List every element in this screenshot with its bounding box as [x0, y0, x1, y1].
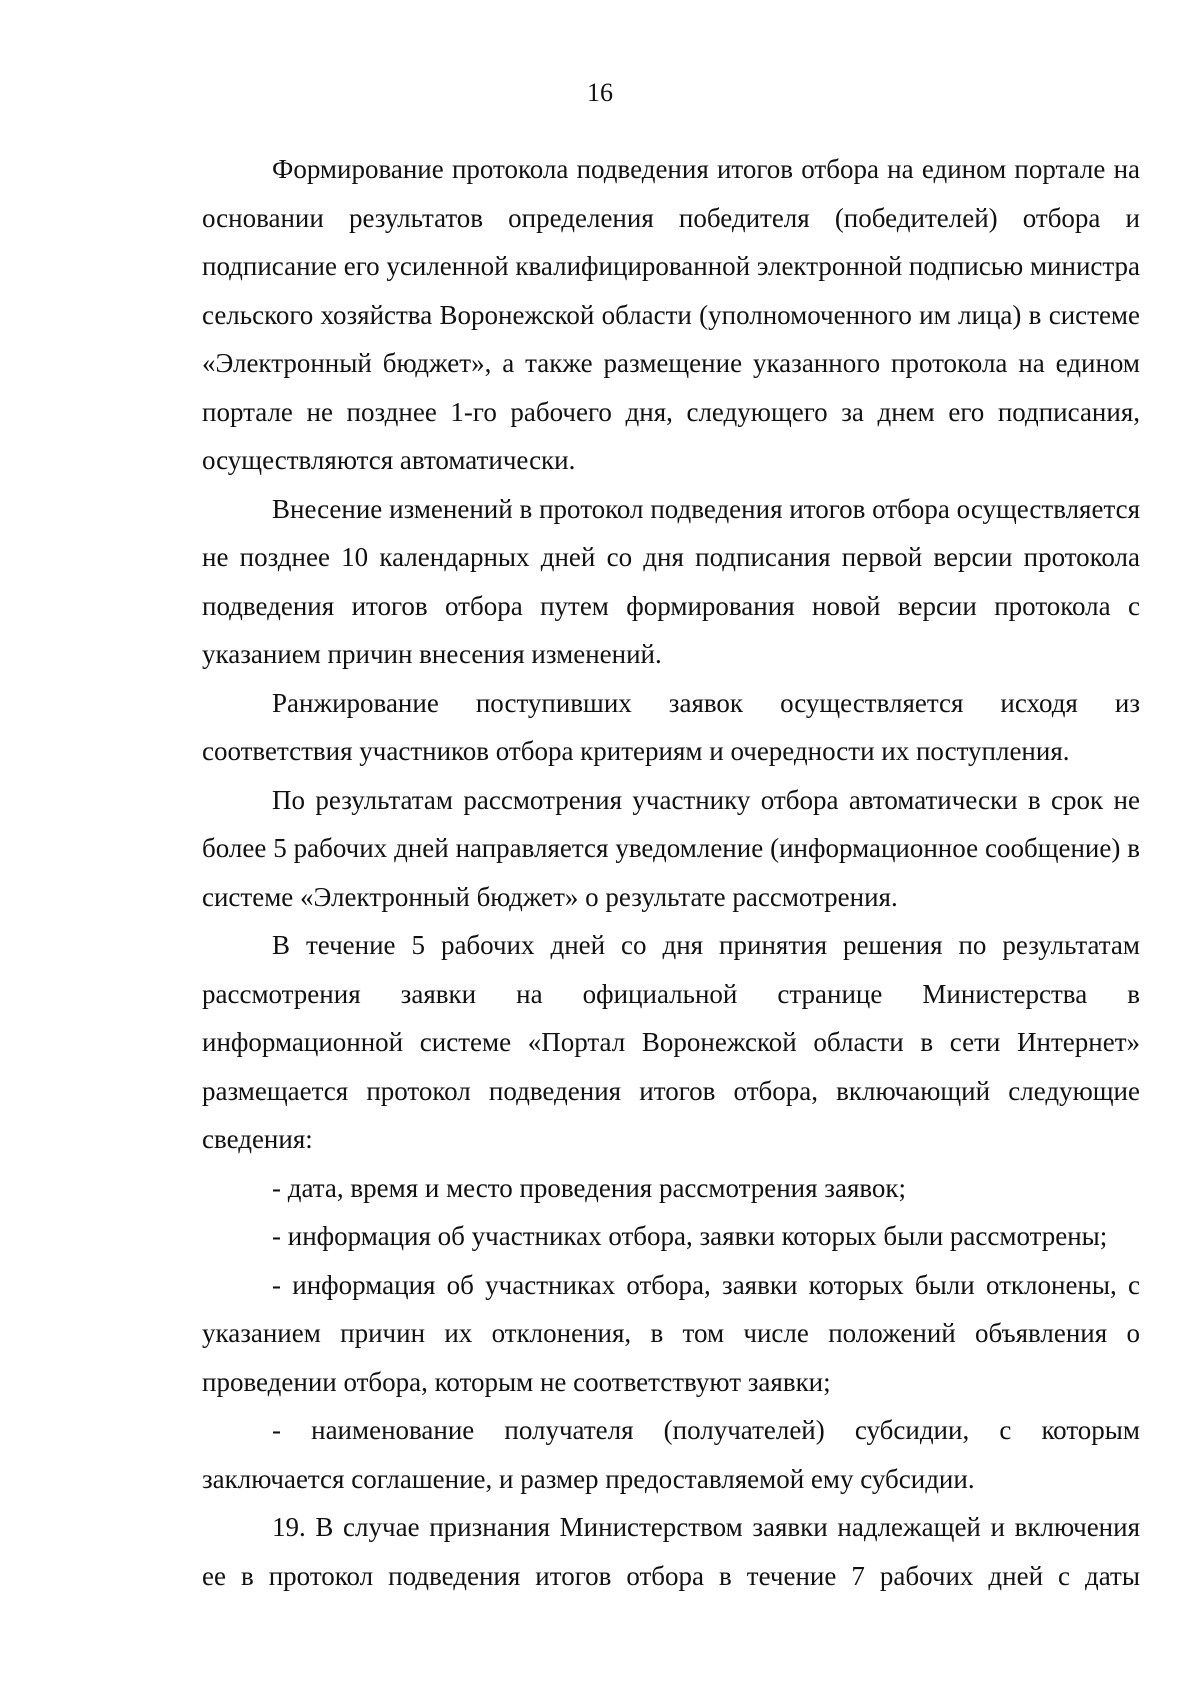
paragraph: В течение 5 рабочих дней со дня принятия решения по результатам рассмотрения заявки на официальной странице Министерства в информационной системе «Портал Воронежской области в сети Интернет» размещается протокол подведения итогов отбора, включающий следующие сведения:	[202, 930, 1140, 1154]
page-number: 16	[587, 78, 613, 107]
paragraph: Ранжирование поступивших заявок осуществляется исходя из соответствия участников отбора критериям и очередности их поступления.	[202, 687, 1140, 766]
document-body	[202, 145, 1140, 1600]
list-item: - информация об участниках отбора, заявки которых были отклонены, с указанием причин их отклонения, в том числе положений объявления о проведении отбора, которым не соответствуют заявки;	[202, 1269, 1140, 1397]
list-item: - наименование получателя (получателей) субсидии, с которым заключается соглашение, и размер предоставляемой ему субсидии.	[202, 1415, 1140, 1494]
paragraph: Формирование протокола подведения итогов отбора на едином портале на основании результатов определения победителя (победителей) отбора и подписание его усиленной квалифицированной электронной подписью министра сельского хозяйства Воронежской области (уполномоченного им лица) в системе «Электронный бюджет», а также размещение указанного протокола на едином портале не позднее 1-го рабочего дня, следующего за днем его подписания, осуществляются автоматически.	[202, 154, 1140, 475]
paragraph: По результатам рассмотрения участнику отбора автоматически в срок не более 5 рабочих дней направляется уведомление (информационное сообщение) в системе «Электронный бюджет» о результате рассмотрения.	[202, 784, 1140, 912]
list-item: - дата, время и место проведения рассмотрения заявок;	[272, 1172, 907, 1203]
list-item: - информация об участниках отбора, заявки которых были рассмотрены;	[272, 1221, 1108, 1251]
paragraph: 19. В случае признания Министерством заявки надлежащей и включения ее в протокол подведения итогов отбора в течение 7 рабочих дней с даты	[202, 1512, 1140, 1591]
paragraph: Внесение изменений в протокол подведения итогов отбора осуществляется не позднее 10 календарных дней со дня подписания первой версии протокола подведения итогов отбора путем формирования новой версии протокола с указанием причин внесения изменений.	[202, 493, 1140, 669]
